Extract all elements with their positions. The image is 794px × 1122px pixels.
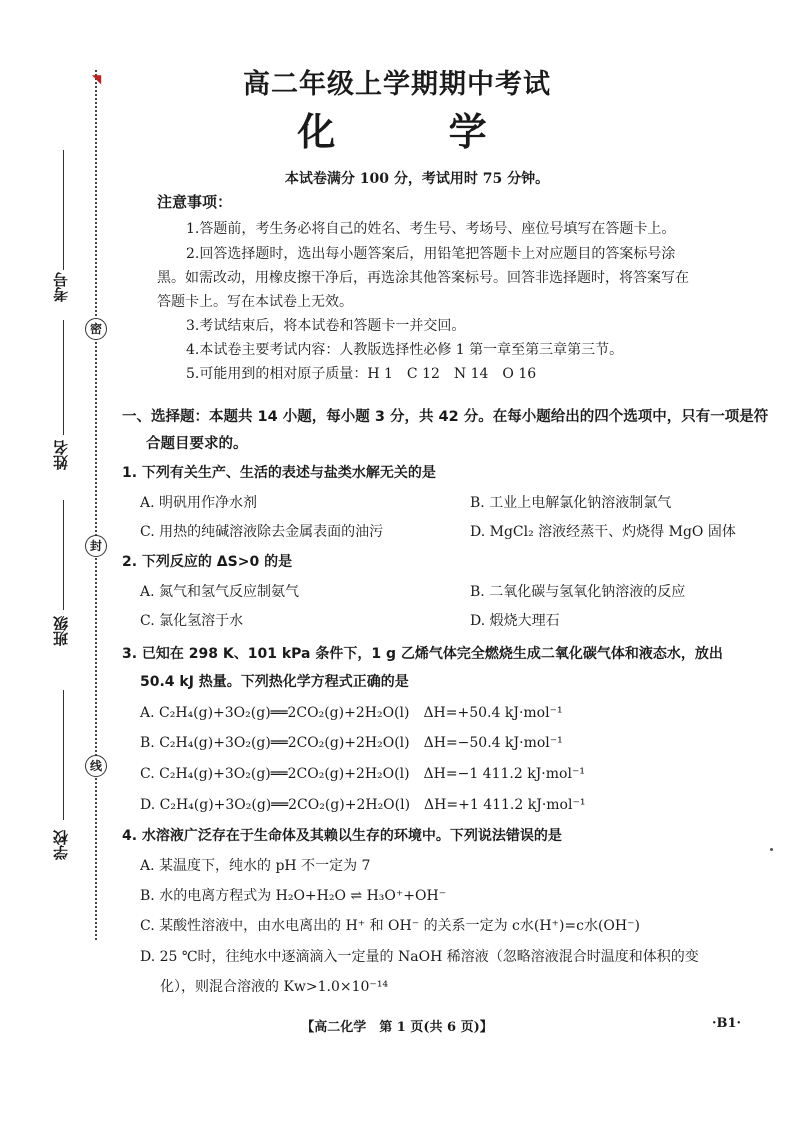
notice-line-1: 1.答题前，考生务必将自己的姓名、考生号、考场号、座位号填写在答题卡上。	[186, 221, 676, 237]
question-4-option-b: B. 水的电离方程式为 H₂O+H₂O ⇌ H₃O⁺+OH⁻	[140, 888, 447, 904]
question-3-stem-line-1: 3. 已知在 298 K、101 kPa 条件下，1 g 乙烯气体完全燃烧生成二氧化碳气体和液态水，放出	[122, 646, 723, 662]
question-2-stem: 2. 下列反应的 ΔS>0 的是	[122, 554, 293, 570]
class-label: 班级	[52, 616, 70, 646]
question-4-stem: 4. 水溶液广泛存在于生命体及其赖以生存的环境中。下列说法错误的是	[122, 828, 562, 844]
question-3-option-d: D. C₂H₄(g)+3O₂(g)══2CO₂(g)+2H₂O(l) ΔH=+1 411.2 kJ·mol⁻¹	[140, 797, 586, 813]
seal-mark-mi: 密	[85, 318, 107, 340]
exam-number-label: 考号	[52, 272, 70, 302]
question-1-option-b: B. 工业上电解氯化钠溶液制氯气	[470, 495, 672, 511]
scan-dot	[770, 848, 773, 851]
notice-line-3: 黑。如需改动，用橡皮擦干净后，再选涂其他答案标号。回答非选择题时，将答案写在	[157, 270, 689, 286]
name-label: 姓名	[52, 440, 70, 470]
section-heading-line-1: 一、选择题：本题共 14 小题，每小题 3 分，共 42 分。在每小题给出的四个选项中，只有一项是符	[122, 409, 769, 425]
question-2-option-d: D. 煅烧大理石	[470, 613, 560, 629]
notice-line-7: 5.可能用到的相对原子质量：H 1 C 12 N 14 O 16	[186, 366, 537, 382]
notice-line-2: 2.回答选择题时，选出每小题答案后，用铅笔把答题卡上对应题目的答案标号涂	[186, 246, 676, 262]
seal-mark-feng: 封	[85, 535, 107, 557]
question-2-option-b: B. 二氧化碳与氢氧化钠溶液的反应	[470, 584, 686, 600]
question-3-option-b: B. C₂H₄(g)+3O₂(g)══2CO₂(g)+2H₂O(l) ΔH=−50.4 kJ·mol⁻¹	[140, 735, 563, 751]
class-line	[63, 500, 64, 610]
notice-line-6: 4.本试卷主要考试内容：人教版选择性必修 1 第一章至第三章第三节。	[186, 342, 624, 358]
seal-mark-xian: 线	[85, 755, 107, 777]
question-4-option-c: C. 某酸性溶液中，由水电离出的 H⁺ 和 OH⁻ 的关系一定为 c水(H⁺)=c水(OH⁻)	[140, 918, 640, 934]
question-1-stem: 1. 下列有关生产、生活的表述与盐类水解无关的是	[122, 465, 436, 481]
question-4-option-d-line-2: 化），则混合溶液的 Kw>1.0×10⁻¹⁴	[160, 979, 389, 995]
binding-dotted-line	[95, 70, 97, 940]
notice-line-5: 3.考试结束后，将本试卷和答题卡一并交回。	[186, 318, 466, 334]
name-line	[63, 320, 64, 435]
exam-info: 本试卷满分 100 分，考试用时 75 分钟。	[284, 171, 550, 187]
question-2-option-c: C. 氯化氢溶于水	[140, 613, 244, 629]
question-1-option-d: D. MgCl₂ 溶液经蒸干、灼烧得 MgO 固体	[470, 524, 736, 540]
question-2-option-a: A. 氮气和氢气反应制氨气	[140, 584, 300, 600]
school-line	[63, 690, 64, 820]
question-4-option-d-line-1: D. 25 ℃时，往纯水中逐滴滴入一定量的 NaOH 稀溶液（忽略溶液混合时温度和体积的变	[140, 949, 699, 965]
question-3-stem-line-2: 50.4 kJ 热量。下列热化学方程式正确的是	[140, 674, 409, 690]
notice-line-4: 答题卡上。写在本试卷上无效。	[157, 294, 353, 310]
page-footer: 【高二化学 第 1 页(共 6 页)】	[301, 1020, 493, 1035]
question-4-option-a: A. 某温度下，纯水的 pH 不一定为 7	[140, 858, 371, 874]
question-3-option-a: A. C₂H₄(g)+3O₂(g)══2CO₂(g)+2H₂O(l) ΔH=+50.4 kJ·mol⁻¹	[140, 705, 563, 721]
school-label: 学校	[52, 830, 70, 860]
question-1-option-c: C. 用热的纯碱溶液除去金属表面的油污	[140, 524, 384, 540]
question-1-option-a: A. 明矾用作净水剂	[140, 495, 258, 511]
exam-title: 高二年级上学期期中考试	[243, 69, 551, 100]
subject-title: 化 学	[297, 110, 517, 154]
section-heading-line-2: 合题目要求的。	[146, 436, 248, 452]
question-3-option-c: C. C₂H₄(g)+3O₂(g)══2CO₂(g)+2H₂O(l) ΔH=−1 411.2 kJ·mol⁻¹	[140, 766, 585, 782]
binding-mark: ◥	[92, 72, 102, 86]
notice-heading: 注意事项：	[157, 193, 233, 211]
paper-code: ·B1·	[712, 1016, 742, 1031]
